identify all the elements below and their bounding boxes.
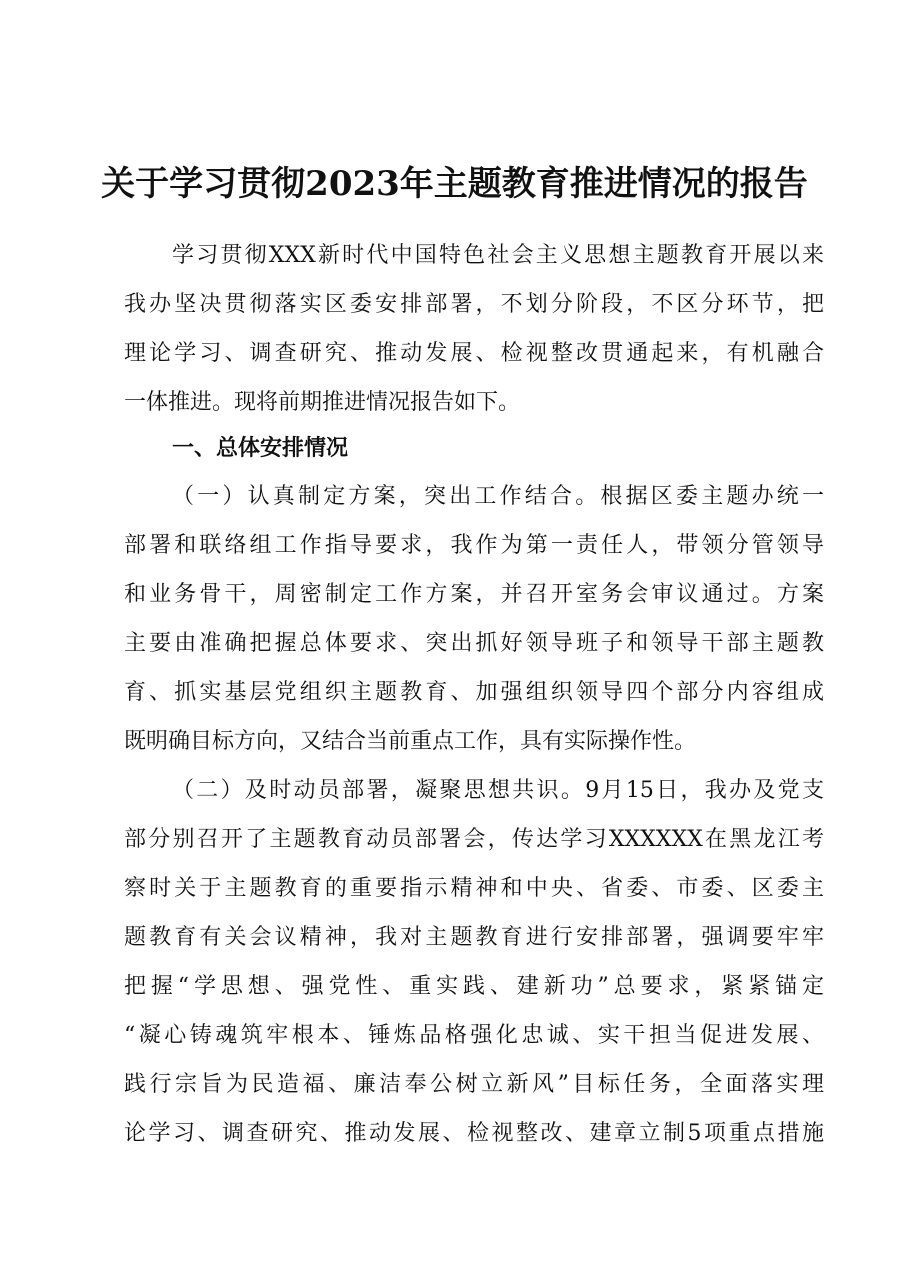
para2-line-2: 部分别召开了主题教育动员部署会，传达学习XXXXXX在黑龙江考 xyxy=(124,827,824,852)
para2-line-1: （二）及时动员部署，凝聚思想共识。9月15日，我办及党支 xyxy=(172,778,824,803)
para1-line-6: 既明确目标方向，又结合当前重点工作，具有实际操作性。 xyxy=(124,729,697,754)
para2-line-5: 把握“学思想、强党性、重实践、建新功”总要求，紧紧锚定 xyxy=(124,974,824,999)
intro-line-4: 一体推进。现将前期推进情况报告如下。 xyxy=(124,390,521,415)
intro-line-3: 理论学习、调查研究、推动发展、检视整改贯通起来，有机融合 xyxy=(124,341,824,366)
para2-line-6: “凝心铸魂筑牢根本、锤炼品格强化忠诚、实干担当促进发展、 xyxy=(124,1023,824,1048)
para1-line-4: 主要由准确把握总体要求、突出抓好领导班子和领导干部主题教 xyxy=(124,631,824,656)
para2-line-7: 践行宗旨为民造福、廉洁奉公树立新风”目标任务，全面落实理 xyxy=(124,1072,824,1097)
intro-line-1: 学习贯彻XXX新时代中国特色社会主义思想主题教育开展以来 xyxy=(172,243,824,268)
para2-line-8: 论学习、调查研究、推动发展、检视整改、建章立制5项重点措施 xyxy=(124,1121,824,1146)
para1-line-5: 育、抓实基层党组织主题教育、加强组织领导四个部分内容组成 xyxy=(124,680,824,705)
para1-line-2: 部署和联络组工作指导要求，我作为第一责任人，带领分管领导 xyxy=(124,533,824,558)
para2-line-3: 察时关于主题教育的重要指示精神和中央、省委、市委、区委主 xyxy=(124,876,824,901)
document-title: 关于学习贯彻2023年主题教育推进情况的报告 xyxy=(101,164,808,204)
para1-line-3: 和业务骨干，周密制定工作方案，并召开室务会审议通过。方案 xyxy=(124,582,824,607)
para2-line-4: 题教育有关会议精神，我对主题教育进行安排部署，强调要牢牢 xyxy=(124,925,824,950)
intro-line-2: 我办坚决贯彻落实区委安排部署，不划分阶段，不区分环节，把 xyxy=(124,292,824,317)
para1-line-1: （一）认真制定方案，突出工作结合。根据区委主题办统一 xyxy=(172,484,824,509)
section-heading-1: 一、总体安排情况 xyxy=(172,436,349,461)
